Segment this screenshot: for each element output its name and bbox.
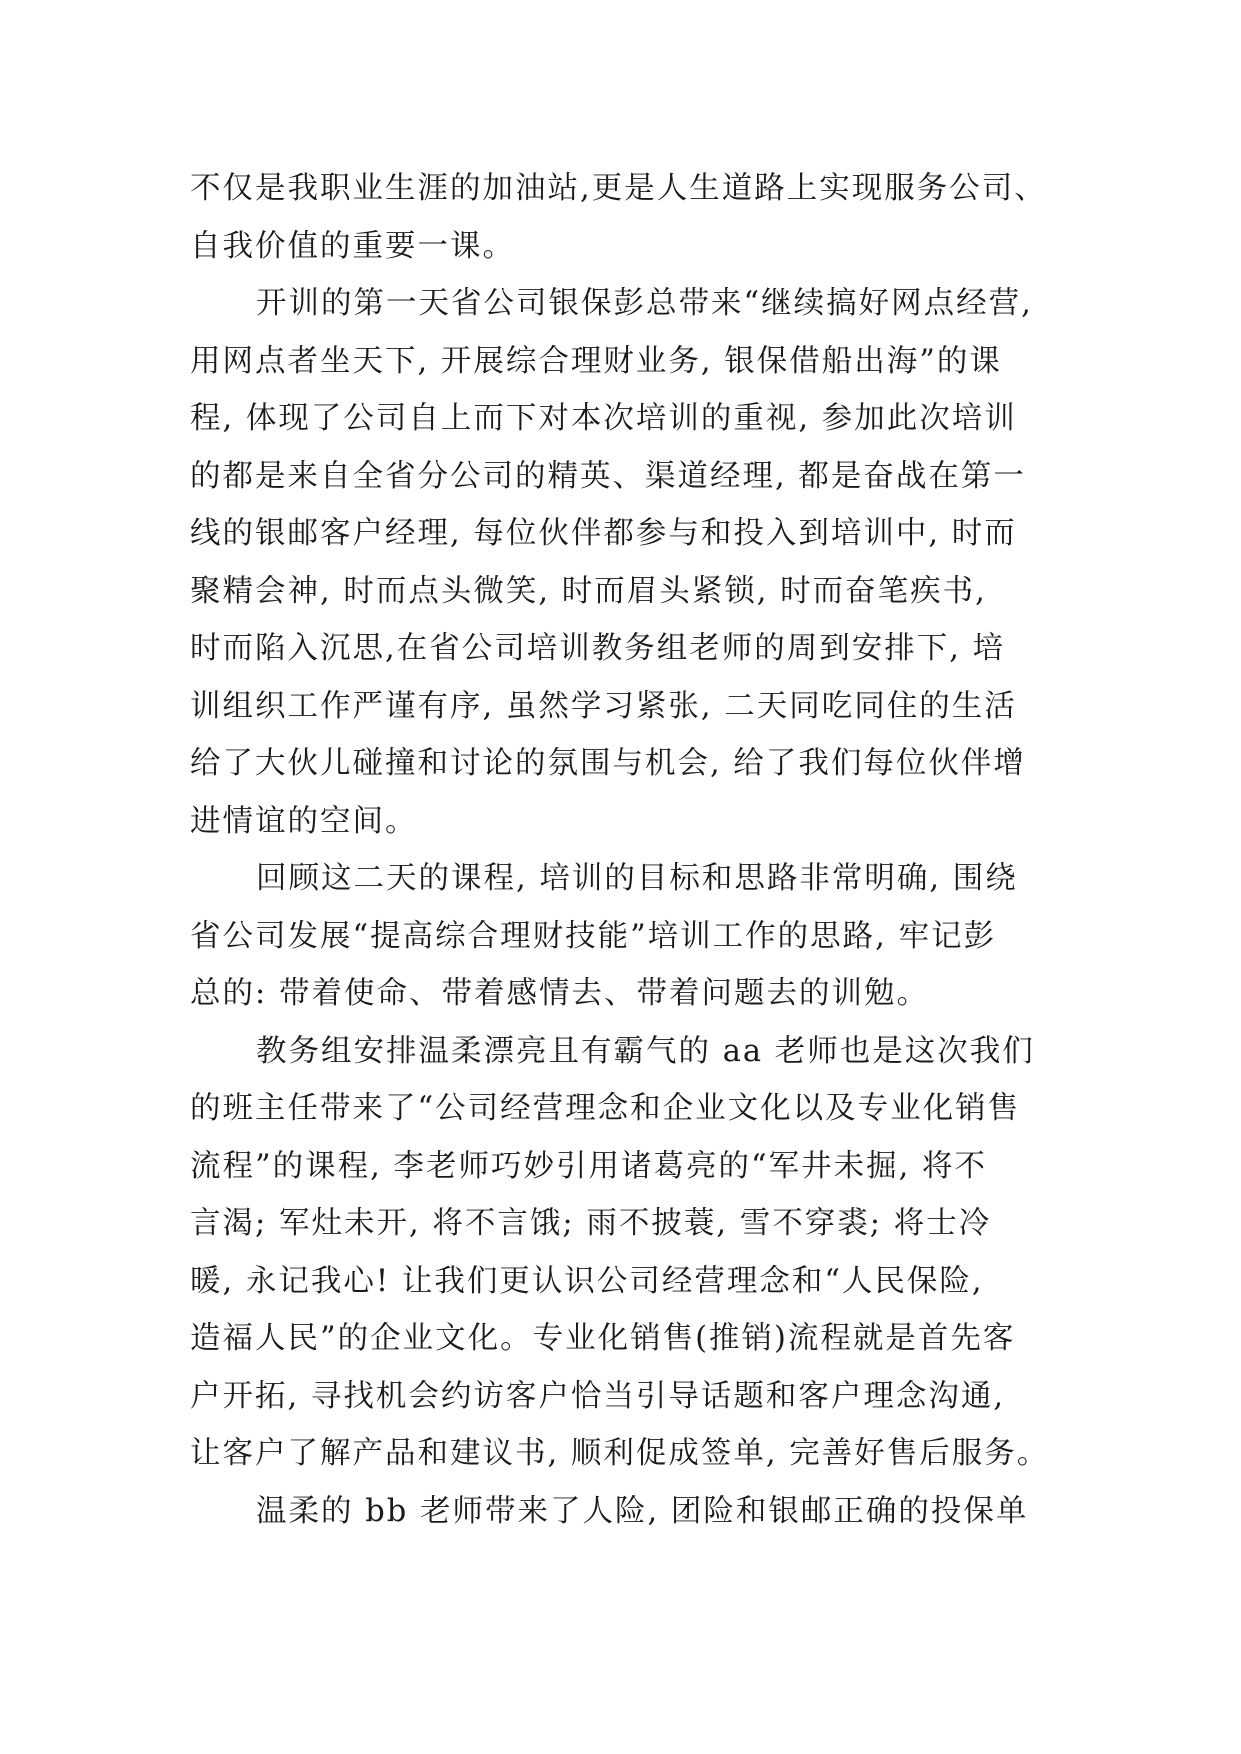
text-line: 温柔的 bb 老师带来了人险, 团险和银邮正确的投保单 xyxy=(256,1493,1029,1529)
text-line: 进情谊的空间。 xyxy=(190,803,418,839)
text-line: 户开拓, 寻找机会约访客户恰当引导话题和客户理念沟通, xyxy=(190,1378,1006,1414)
text-line: 用网点者坐天下, 开展综合理财业务, 银保借船出海”的课 xyxy=(190,343,1002,379)
text-line: 言渴; 军灶未开, 将不言饿; 雨不披蓑, 雪不穿裘; 将士冷 xyxy=(190,1206,992,1241)
text-line: 回顾这二天的课程, 培训的目标和思路非常明确, 围绕 xyxy=(256,861,1018,896)
text-line: 总的: 带着使命、带着感情去、带着问题去的训勉。 xyxy=(190,976,929,1011)
paragraph xyxy=(190,160,1090,275)
text-line: 程, 体现了公司自上而下对本次培训的重视, 参加此次培训 xyxy=(190,401,1017,436)
paragraph xyxy=(190,1023,1090,1483)
text-line: 开训的第一天省公司银保彭总带来“继续搞好网点经营, xyxy=(256,286,1033,321)
paragraph xyxy=(190,850,1090,1023)
paragraph xyxy=(190,275,1090,850)
text-line: 聚精会神, 时而点头微笑, 时而眉头紧锁, 时而奋笔疾书, xyxy=(190,573,987,609)
text-line: 造福人民”的企业文化。专业化销售(推销)流程就是首先客 xyxy=(190,1321,1016,1356)
text-line: 省公司发展“提高综合理财技能”培训工作的思路, 牢记彭 xyxy=(190,918,997,954)
text-line: 流程”的课程, 李老师巧妙引用诸葛亮的“军井未掘, 将不 xyxy=(190,1148,987,1184)
text-line: 的班主任带来了“公司经营理念和企业文化以及专业化销售 xyxy=(190,1091,1021,1126)
text-line: 让客户了解产品和建议书, 顺利促成签单, 完善好售后服务。 xyxy=(190,1436,1050,1471)
body-text xyxy=(190,160,1090,1540)
text-line: 训组织工作严谨有序, 虽然学习紧张, 二天同吃同住的生活 xyxy=(190,688,1017,724)
text-line: 不仅是我职业生涯的加油站,更是人生道路上实现服务公司、 xyxy=(190,171,1047,206)
text-line: 自我价值的重要一课。 xyxy=(190,228,515,264)
text-line: 线的银邮客户经理, 每位伙伴都参与和投入到培训中, 时而 xyxy=(190,516,1017,551)
text-line: 的都是来自全省分公司的精英、渠道经理, 都是奋战在第一 xyxy=(190,458,1026,494)
text-line: 给了大伙儿碰撞和讨论的氛围与机会, 给了我们每位伙伴增 xyxy=(190,746,1026,781)
paragraph xyxy=(190,1483,1090,1541)
text-line: 暖, 永记我心! 让我们更认识公司经营理念和“人民保险, xyxy=(190,1263,984,1299)
text-line: 时而陷入沉思,在省公司培训教务组老师的周到安排下, 培 xyxy=(190,631,1006,666)
text-line: 教务组安排温柔漂亮且有霸气的 aa 老师也是这次我们 xyxy=(256,1033,1035,1069)
